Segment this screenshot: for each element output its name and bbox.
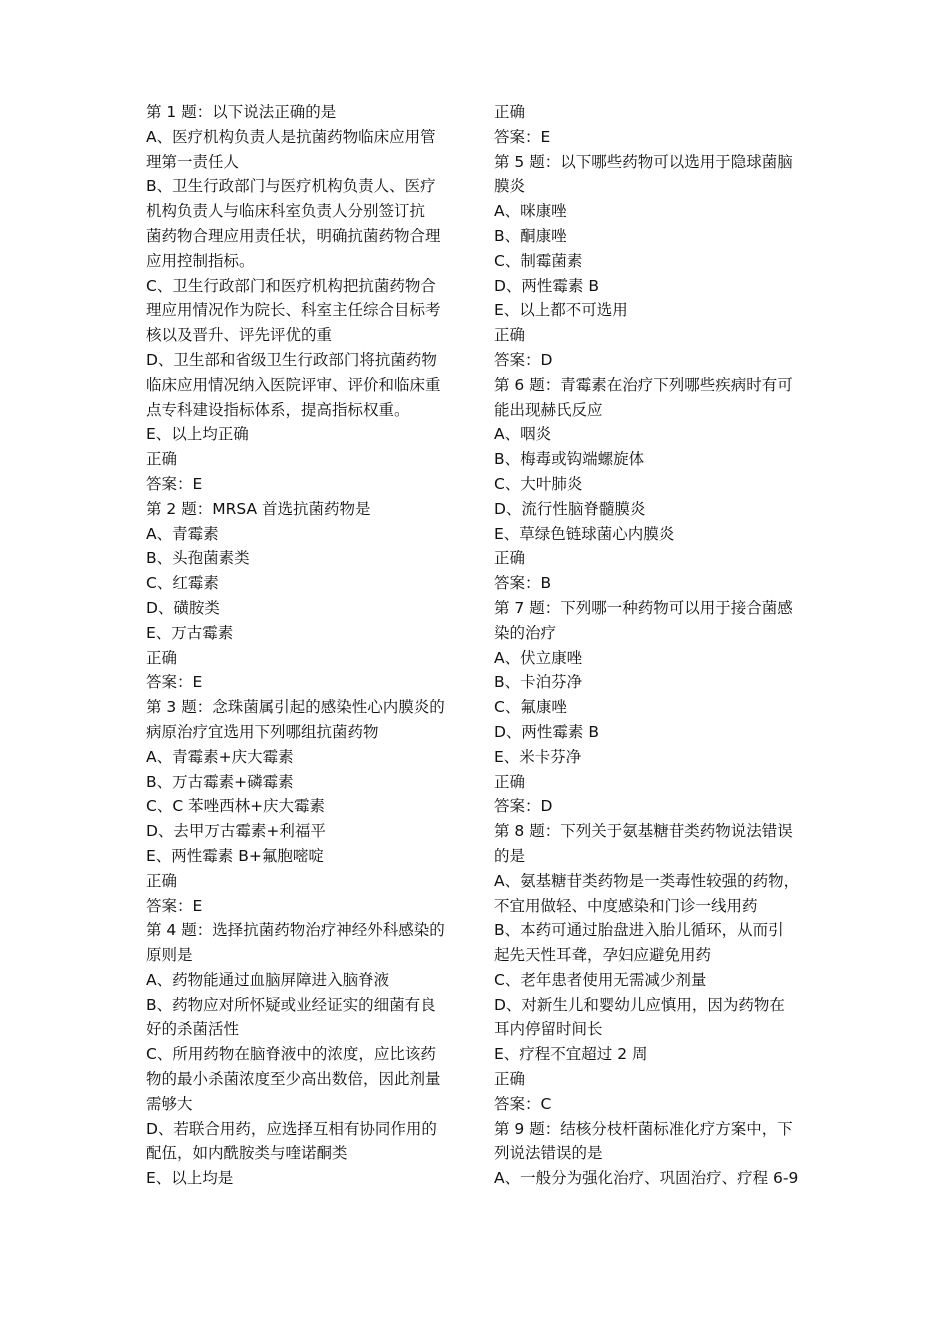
text-line: D、两性霉素 B — [494, 276, 599, 295]
text-line: 好的杀菌活性 — [146, 1020, 240, 1039]
text-line: 物的最小杀菌浓度至少高出数倍，因此剂量 — [146, 1070, 441, 1089]
text-line: 需够大 — [146, 1094, 193, 1113]
text-line: C、卫生行政部门和医疗机构把抗菌药物合 — [146, 276, 436, 295]
text-line: 第 1 题：以下说法正确的是 — [146, 103, 337, 121]
text-line: E、草绿色链球菌心内膜炎 — [494, 524, 675, 543]
text-line: 第 5 题：以下哪些药物可以选用于隐球菌脑 — [494, 152, 793, 171]
text-line: A、一般分为强化治疗、巩固治疗、疗程 6-9 — [494, 1169, 799, 1188]
text-line: 能出现赫氏反应 — [494, 400, 603, 419]
text-line: E、疗程不宜超过 2 周 — [494, 1045, 648, 1064]
text-line: 临床应用情况纳入医院评审、评价和临床重 — [146, 375, 441, 394]
text-line: C、红霉素 — [146, 574, 219, 593]
text-line: E、以上都不可选用 — [494, 301, 628, 320]
text-line: C、所用药物在脑脊液中的浓度，应比该药 — [146, 1045, 436, 1064]
text-line: 第 9 题：结核分枝杆菌标准化疗方案中，下 — [494, 1119, 793, 1138]
text-line: 答案：E — [494, 127, 551, 146]
right-column — [494, 100, 816, 1191]
text-line: 菌药物合理应用责任状，明确抗菌药物合理 — [146, 226, 441, 245]
text-line: 染的治疗 — [494, 623, 557, 642]
text-line: D、若联合用药，应选择互相有协同作用的 — [146, 1119, 437, 1138]
text-line: 答案：B — [494, 574, 552, 593]
text-line: 正确 — [494, 1070, 526, 1089]
text-line: 病原治疗宜选用下列哪组抗菌药物 — [146, 722, 379, 741]
text-line: B、卡泊芬净 — [494, 673, 583, 692]
text-line: C、氟康唑 — [494, 698, 567, 717]
text-line: 正确 — [146, 871, 178, 890]
text-line: A、青霉素 — [146, 524, 219, 543]
text-line: D、流行性脑脊髓膜炎 — [494, 499, 646, 518]
left-column — [146, 100, 464, 1191]
text-line: B、酮康唑 — [494, 226, 567, 245]
text-line: B、药物应对所怀疑或业经证实的细菌有良 — [146, 995, 436, 1014]
text-line: D、卫生部和省级卫生行政部门将抗菌药物 — [146, 350, 437, 369]
text-line: E、万古霉素 — [146, 623, 234, 642]
text-line: E、以上均是 — [146, 1169, 234, 1188]
text-line: 耳内停留时间长 — [494, 1020, 603, 1039]
text-line: 应用控制指标。 — [146, 251, 255, 270]
text-line: B、卫生行政部门与医疗机构负责人、医疗 — [146, 177, 436, 196]
text-line: 不宜用做轻、中度感染和门诊一线用药 — [494, 896, 758, 915]
text-line: C、制霉菌素 — [494, 251, 583, 270]
text-line: 答案：D — [494, 350, 553, 369]
text-line: B、头孢菌素类 — [146, 549, 250, 568]
text-line: E、以上均正确 — [146, 425, 249, 444]
text-line: C、大叶肺炎 — [494, 474, 583, 493]
text-line: 正确 — [494, 772, 526, 791]
text-line: 第 8 题：下列关于氨基糖苷类药物说法错误 — [494, 822, 793, 841]
text-line: 第 7 题：下列哪一种药物可以用于接合菌感 — [494, 598, 793, 617]
text-line: D、去甲万古霉素+利福平 — [146, 822, 326, 841]
text-line: D、磺胺类 — [146, 598, 220, 617]
text-line: 理第一责任人 — [146, 152, 240, 171]
text-line: 答案：C — [494, 1094, 552, 1113]
text-line: C、老年患者使用无需减少剂量 — [494, 970, 707, 989]
text-line: 膜炎 — [494, 177, 526, 196]
text-line: B、本药可通过胎盘进入胎儿循环，从而引 — [494, 921, 784, 940]
text-line: 起先天性耳聋，孕妇应避免用药 — [494, 946, 712, 965]
text-line: 正确 — [146, 648, 178, 667]
text-line: A、氨基糖苷类药物是一类毒性较强的药物， — [494, 871, 800, 890]
text-line: 正确 — [494, 103, 526, 121]
text-line: 正确 — [494, 549, 526, 568]
text-line: B、万古霉素+磷霉素 — [146, 772, 294, 791]
text-line: A、咽炎 — [494, 425, 552, 444]
text-line: A、青霉素+庆大霉素 — [146, 747, 294, 766]
text-line: A、伏立康唑 — [494, 648, 583, 667]
text-line: E、米卡芬净 — [494, 747, 582, 766]
text-line: 第 4 题：选择抗菌药物治疗神经外科感染的 — [146, 921, 445, 940]
text-line: 答案：E — [146, 673, 203, 692]
text-line: B、梅毒或钩端螺旋体 — [494, 450, 645, 469]
text-line: 理应用情况作为院长、科室主任综合目标考 — [146, 301, 441, 320]
text-line: A、医疗机构负责人是抗菌药物临床应用管 — [146, 127, 436, 146]
text-line: 点专科建设指标体系，提高指标权重。 — [146, 400, 410, 419]
text-line: 答案：D — [494, 797, 553, 816]
text-line: 答案：E — [146, 896, 203, 915]
text-line: 第 6 题：青霉素在治疗下列哪些疾病时有可 — [494, 375, 793, 394]
text-line: A、咪康唑 — [494, 202, 567, 221]
text-line: C、C 苯唑西林+庆大霉素 — [146, 797, 326, 816]
text-line: D、两性霉素 B — [494, 722, 599, 741]
text-line: A、药物能通过血脑屏障进入脑脊液 — [146, 970, 390, 989]
text-line: 配伍，如内酰胺类与喹诺酮类 — [146, 1144, 348, 1163]
text-line: 正确 — [146, 450, 178, 469]
text-line: 机构负责人与临床科室负责人分别签订抗 — [146, 202, 426, 221]
text-line: 正确 — [494, 326, 526, 345]
text-line: 列说法错误的是 — [494, 1144, 603, 1163]
text-line: 原则是 — [146, 946, 193, 965]
text-line: E、两性霉素 B+氟胞嘧啶 — [146, 846, 324, 865]
text-line: 核以及晋升、评先评优的重 — [146, 326, 333, 345]
text-line: 第 2 题：MRSA 首选抗菌药物是 — [146, 499, 371, 518]
text-line: 答案：E — [146, 474, 203, 493]
text-line: 第 3 题：念珠菌属引起的感染性心内膜炎的 — [146, 698, 445, 717]
text-line: 的是 — [494, 846, 526, 865]
text-line: D、对新生儿和婴幼儿应慎用，因为药物在 — [494, 995, 785, 1014]
